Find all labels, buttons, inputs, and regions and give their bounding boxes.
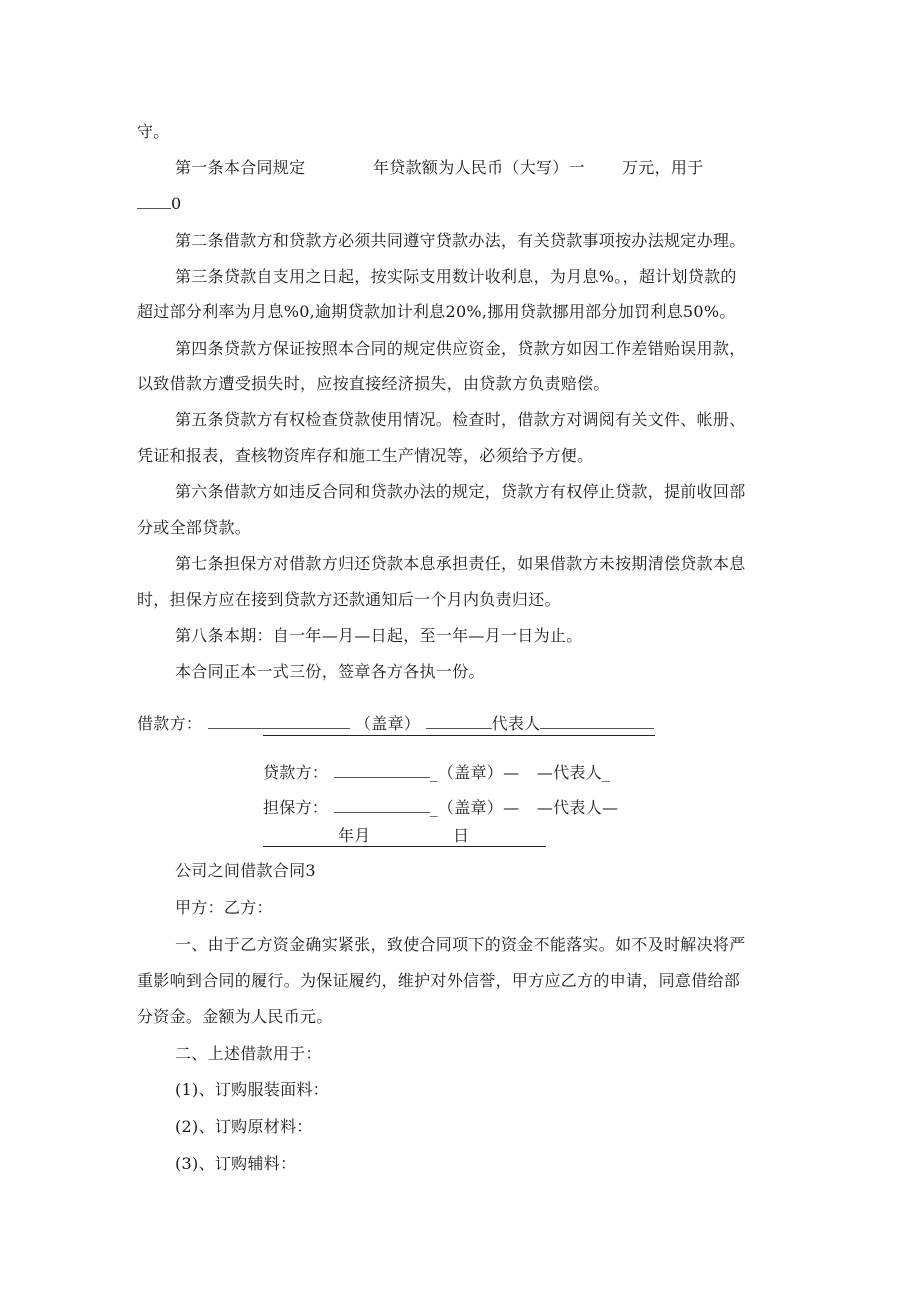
article-6-line-1: 第六条借款方如违反合同和贷款办法的规定，贷款方有权停止贷款，提前收回部 (175, 482, 746, 501)
paragraph-fragment: 守。 (137, 122, 170, 141)
article-5-line-1: 第五条贷款方有权检查贷款使用情况。检查时，借款方对调阅有关文件、帐册、 (175, 410, 746, 429)
article-1-amount: 年贷款额为人民币（大写）一 (373, 158, 585, 177)
article-1-purpose: 0 (137, 193, 181, 215)
copies-clause: 本合同正本一式三份，签章各方各执一份。 (175, 662, 485, 681)
article-3-line-2: 超过部分利率为月息%0,逾期贷款加计利息20%,挪用贷款挪用部分加罚利息50%。 (137, 302, 736, 321)
article-4-line-1: 第四条贷款方保证按照本合同的规定供应资金，贷款方如因工作差错贻误用款， (175, 339, 746, 358)
borrower-label: 借款方： (137, 714, 203, 733)
borrower-line (137, 713, 654, 735)
date-day: 日 (453, 826, 470, 845)
guarantor-blank (334, 798, 430, 813)
article-6-line-2: 分或全部贷款。 (137, 518, 252, 537)
clause-2-item-3: (3)、订购辅料： (175, 1154, 297, 1173)
article-1-unit: 万元，用于 (622, 158, 704, 177)
clause-2-item-2: (2)、订购原材料： (175, 1117, 313, 1136)
article-2: 第二条借款方和贷款方必须共同遵守贷款办法，有关贷款事项按办法规定办理。 (175, 231, 746, 250)
borrower-blank (208, 714, 350, 729)
article-3-line-1: 第三条贷款自支用之日起，按实际支用数计收利息，为月息%。，超计划贷款的 (175, 267, 737, 286)
clause-1-line-2: 重影响到合同的履行。为保证履约，维护对外信誉，甲方应乙方的申请，同意借给部 (137, 971, 741, 990)
clause-1-line-3: 分资金。金额为人民币元。 (137, 1007, 333, 1026)
date-underline (263, 846, 546, 847)
lender-seal: （盖章）— (437, 763, 520, 782)
contract-3-parties: 甲方：乙方： (175, 898, 273, 917)
date-year-month: 年月 (338, 826, 371, 845)
clause-2: 二、上述借款用于： (175, 1044, 322, 1063)
article-7-line-2: 时，担保方应在接到贷款方还款通知后一个月内负责归还。 (137, 590, 561, 609)
guarantor-seal: （盖章）— (437, 798, 520, 817)
clause-1-line-1: 一、由于乙方资金确实紧张，致使合同项下的资金不能落实。如不及时解决将严 (175, 935, 746, 954)
purpose-blank (137, 194, 171, 209)
article-5-line-2: 凭证和报表，查核物资库存和施工生产情况等，必须给予方便。 (137, 446, 594, 465)
article-7-line-1: 第七条担保方对借款方归还贷款本息承担责任，如果借款方未按期清偿贷款本息 (175, 554, 746, 573)
contract-3-title: 公司之间借款合同3 (175, 861, 316, 880)
guarantor-line: 担保方： _（盖章）— —代表人— (263, 798, 619, 817)
guarantor-rep: —代表人— (536, 798, 619, 817)
article-8: 第八条本期：自一年—月—日起，至一年—月一日为止。 (175, 626, 583, 645)
lender-label: 贷款方： (263, 763, 329, 782)
borrower-rep-blank (540, 714, 654, 729)
lender-blank (334, 763, 430, 778)
lender-rep: —代表人_ (536, 763, 611, 782)
signature-divider (263, 735, 655, 736)
borrower-seal-blank (426, 714, 492, 729)
guarantor-label: 担保方： (263, 798, 329, 817)
lender-line: 贷款方： _（盖章）— —代表人_ (263, 763, 611, 782)
borrower-seal: （盖章） (354, 714, 421, 733)
article-1-start: 第一条本合同规定 (175, 158, 306, 177)
borrower-rep: 代表人 (491, 714, 541, 733)
clause-2-item-1: (1)、订购服装面料： (175, 1080, 329, 1099)
article-4-line-2: 以致借款方遭受损失时，应按直接经济损失，由贷款方负责赔偿。 (137, 374, 610, 393)
